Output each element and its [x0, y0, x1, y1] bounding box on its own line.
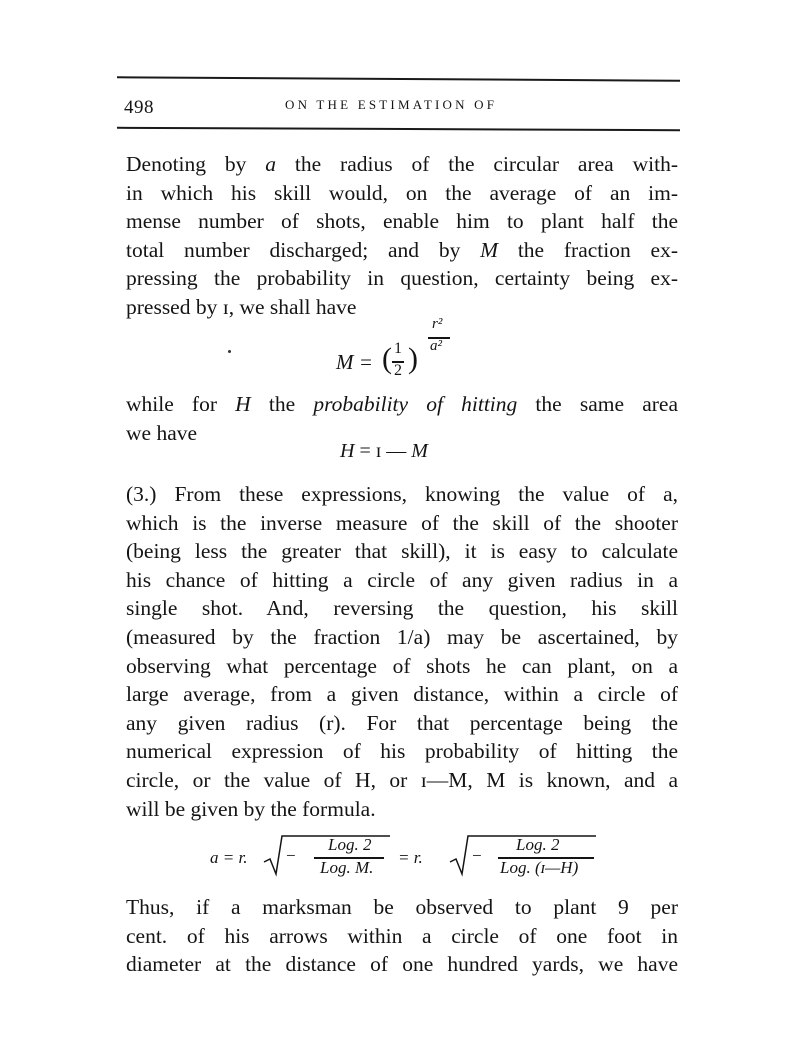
paragraph-while	[126, 390, 678, 447]
paragraph-section-3	[126, 480, 678, 823]
running-head: ON THE ESTIMATION OF	[285, 97, 498, 112]
text-line: will be given by the formula.	[126, 796, 376, 821]
paren-close: )	[408, 342, 418, 375]
equals-r: = r.	[398, 848, 423, 867]
numerator: Log. 2	[328, 835, 372, 854]
denominator: Log. (ɪ—H)	[500, 858, 579, 877]
minus-sign: −	[472, 846, 482, 865]
text-line: any given radius (r). For that percentage being the	[126, 710, 678, 735]
formula-a-lhs: a = r.	[210, 848, 248, 867]
exponent-numerator: r²	[432, 316, 443, 332]
paragraph-thus	[126, 893, 678, 979]
text-line: pressed by ɪ, we shall have	[126, 294, 357, 319]
formula-a	[210, 832, 630, 882]
denominator: Log. M.	[320, 858, 374, 877]
text-line: numerical expression of his probability of hitting the	[126, 739, 678, 764]
text-line: in which his skill would, on the average of an im-	[126, 180, 678, 205]
header-rule-bottom	[117, 127, 680, 131]
text-line: which is the inverse measure of the skill of the shooter	[126, 510, 678, 535]
text-line: pressing the probability in question, certainty being ex-	[126, 266, 678, 291]
formula-m	[336, 318, 476, 380]
text-line: large average, from a given distance, within a circle of	[126, 682, 678, 707]
numerator: Log. 2	[516, 835, 560, 854]
minus-sign: −	[286, 846, 296, 865]
text-line: single shot. And, reversing the question, his skill	[126, 596, 678, 621]
paragraph-denoting	[126, 150, 678, 322]
text-line: (3.) From these expressions, knowing the value of a,	[126, 482, 678, 506]
text-line: circle, or the value of H, or ɪ—M, M is known, and a	[126, 767, 678, 792]
text-line: (being less the greater that skill), it is easy to calculate	[126, 539, 678, 564]
paren-open: (	[382, 342, 392, 375]
exponent-denominator: a²	[430, 338, 442, 354]
text-line: observing what percentage of shots he can plant, on a	[126, 653, 678, 678]
text-line: diameter at the distance of one hundred yards, we have	[126, 952, 678, 977]
formula-m-lhs: M =	[336, 350, 373, 374]
text-line: his chance of hitting a circle of any given radius in a	[126, 567, 678, 592]
stray-dot	[228, 350, 231, 353]
text-line: cent. of his arrows within a circle of one foot in	[126, 923, 678, 948]
text-line: mense number of shots, enable him to plant half the	[126, 209, 678, 234]
text-line: total number discharged; and by M the fraction ex-	[126, 237, 678, 262]
page-number: 498	[124, 97, 154, 118]
header-rule-top	[117, 76, 680, 81]
half-numerator: 1	[394, 340, 402, 357]
half-denominator: 2	[394, 362, 402, 379]
text-line: while for H the probability of hitting the same area	[126, 392, 678, 416]
text-line: Thus, if a marksman be observed to plant 9 per	[126, 895, 678, 919]
text-line: (measured by the fraction 1/a) may be ascertained, by	[126, 624, 678, 649]
formula-h: H = ɪ — M	[340, 440, 428, 462]
text-line: Denoting by a the radius of the circular area with-	[126, 152, 678, 176]
text-line: we have	[126, 420, 198, 445]
